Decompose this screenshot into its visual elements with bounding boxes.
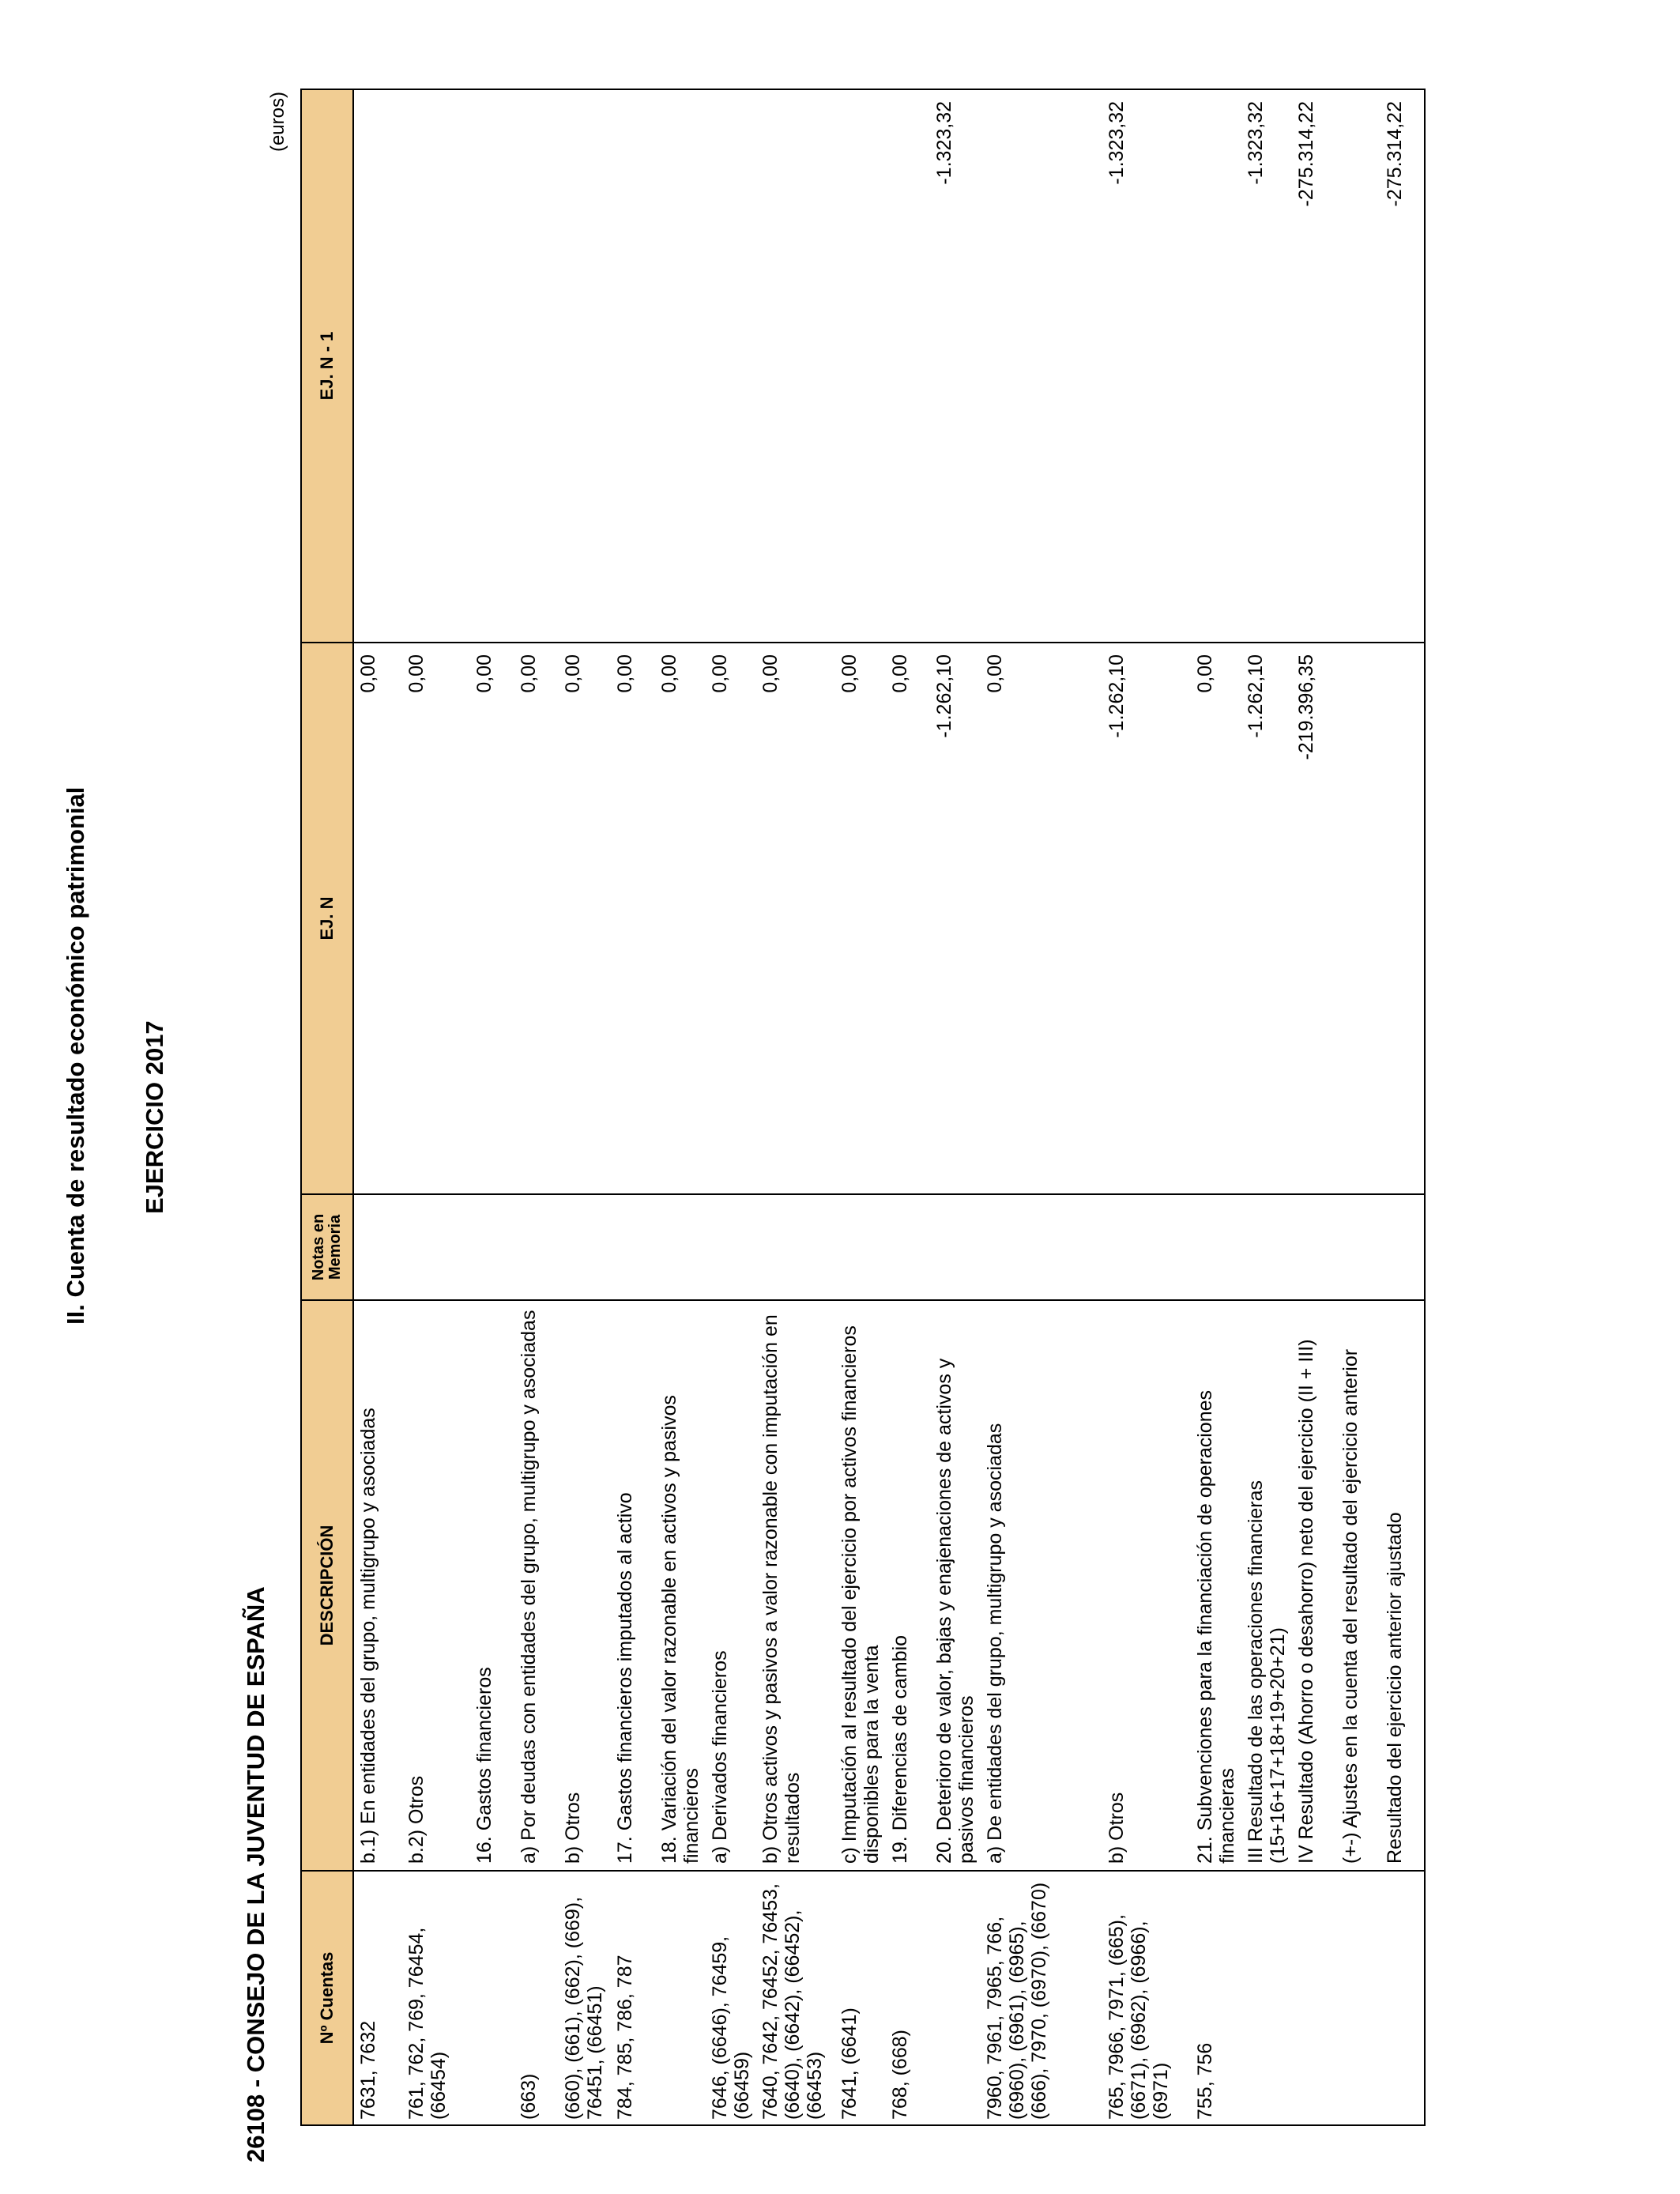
- cell-descripcion: a) Derivados financieros: [706, 1300, 756, 1871]
- cell-ej-n1: -1.323,32: [1241, 89, 1292, 643]
- table-row: [655, 89, 706, 2125]
- cell-descripcion: III Resultado de las operaciones financieras (15+16+17+18+19+20+21): [1241, 1300, 1292, 1871]
- cell-descripcion: 20. Deterioro de valor, bajas y enajenaciones de activos y pasivos financieros: [930, 1300, 981, 1871]
- cell-ej-n1: [655, 89, 706, 643]
- cell-cuentas: 7646, (6646), 76459, (66459): [706, 1871, 756, 2125]
- cell-notas: [402, 1194, 470, 1300]
- cell-ej-n: -1.262,10: [1102, 643, 1191, 1194]
- cell-descripcion: (+-) Ajustes en la cuenta del resultado del ejercicio anterior: [1336, 1300, 1381, 1871]
- table-row: [1241, 89, 1292, 2125]
- cell-cuentas: 7640, 7642, 76452, 76453, (6640), (6642), (66452), (66453): [756, 1871, 835, 2125]
- cell-descripcion: 16. Gastos financieros: [470, 1300, 514, 1871]
- cell-ej-n: -1.262,10: [930, 643, 981, 1194]
- cell-ej-n: [1381, 643, 1425, 1194]
- cell-ej-n1: [756, 89, 835, 643]
- table-row: [1336, 89, 1381, 2125]
- cell-cuentas: 761, 762, 769, 76454, (66454): [402, 1871, 470, 2125]
- col-header-ej-n: EJ. N: [301, 643, 353, 1194]
- table-row: [559, 89, 611, 2125]
- cell-ej-n1: [886, 89, 930, 643]
- cell-descripcion: a) De entidades del grupo, multigrupo y asociadas: [981, 1300, 1102, 1871]
- cell-ej-n: 0,00: [835, 643, 886, 1194]
- cell-ej-n1: -1.323,32: [1102, 89, 1191, 643]
- cell-ej-n: 0,00: [353, 643, 402, 1194]
- cell-ej-n1: [706, 89, 756, 643]
- cell-ej-n: 0,00: [981, 643, 1102, 1194]
- cell-cuentas: 755, 756: [1191, 1871, 1241, 2125]
- cell-descripcion: b) Otros: [559, 1300, 611, 1871]
- cell-descripcion: 19. Diferencias de cambio: [886, 1300, 930, 1871]
- cell-ej-n1: -275.314,22: [1292, 89, 1336, 643]
- cell-notas: [1102, 1194, 1191, 1300]
- cell-cuentas: 7960, 7961, 7965, 766, (6960), (6961), (6965), (666), 7970, (6970), (6670): [981, 1871, 1102, 2125]
- cell-cuentas: 768, (668): [886, 1871, 930, 2125]
- cell-notas: [514, 1194, 559, 1300]
- cell-cuentas: 7641, (6641): [835, 1871, 886, 2125]
- table-row: [1292, 89, 1336, 2125]
- cell-cuentas: [1292, 1871, 1336, 2125]
- cell-cuentas: [1241, 1871, 1292, 2125]
- table-row: [886, 89, 930, 2125]
- cell-descripcion: b.2) Otros: [402, 1300, 470, 1871]
- cell-notas: [1336, 1194, 1381, 1300]
- cell-ej-n1: -1.323,32: [930, 89, 981, 643]
- table-row: [611, 89, 655, 2125]
- table-row: [1102, 89, 1191, 2125]
- cell-notas: [655, 1194, 706, 1300]
- cell-notas: [353, 1194, 402, 1300]
- cell-ej-n1: [981, 89, 1102, 643]
- col-header-ej-n1: EJ. N - 1: [301, 89, 353, 643]
- cell-notas: [981, 1194, 1102, 1300]
- cell-ej-n1: [470, 89, 514, 643]
- cell-ej-n: 0,00: [402, 643, 470, 1194]
- cell-notas: [756, 1194, 835, 1300]
- cell-ej-n1: [1191, 89, 1241, 643]
- cell-notas: [1241, 1194, 1292, 1300]
- units-label: (euros): [267, 92, 288, 153]
- cell-descripcion: c) Imputación al resultado del ejercicio por activos financieros disponibles para la venta: [835, 1300, 886, 1871]
- cell-ej-n: [1336, 643, 1381, 1194]
- cell-ej-n: 0,00: [886, 643, 930, 1194]
- page-title: II. Cuenta de resultado económico patrimonial: [62, 786, 89, 1325]
- col-header-cuentas: Nº Cuentas: [301, 1871, 353, 2125]
- entity-title: 26108 - CONSEJO DE LA JUVENTUD DE ESPAÑA: [242, 1586, 269, 2162]
- cell-notas: [611, 1194, 655, 1300]
- cell-descripcion: 21. Subvenciones para la financiación de operaciones financieras: [1191, 1300, 1241, 1871]
- cell-descripcion: b) Otros activos y pasivos a valor razonable con imputación en resultados: [756, 1300, 835, 1871]
- cell-ej-n1: [514, 89, 559, 643]
- cell-ej-n: -1.262,10: [1241, 643, 1292, 1194]
- cell-notas: [1381, 1194, 1425, 1300]
- cell-ej-n1: [835, 89, 886, 643]
- table-row: [981, 89, 1102, 2125]
- cell-notas: [559, 1194, 611, 1300]
- cell-notas: [470, 1194, 514, 1300]
- cell-ej-n1: [1336, 89, 1381, 643]
- table-row: [514, 89, 559, 2125]
- table-row: [930, 89, 981, 2125]
- cell-notas: [835, 1194, 886, 1300]
- table-header-row: [301, 89, 353, 2125]
- cell-descripcion: b.1) En entidades del grupo, multigrupo y asociadas: [353, 1300, 402, 1871]
- cell-descripcion: IV Resultado (Ahorro o desahorro) neto del ejercicio (II + III): [1292, 1300, 1336, 1871]
- cell-cuentas: [1336, 1871, 1381, 2125]
- cell-cuentas: [1381, 1871, 1425, 2125]
- cell-cuentas: [930, 1871, 981, 2125]
- cell-descripcion: b) Otros: [1102, 1300, 1191, 1871]
- cell-ej-n: -219.396,35: [1292, 643, 1336, 1194]
- cell-ej-n: 0,00: [706, 643, 756, 1194]
- cell-cuentas: (663): [514, 1871, 559, 2125]
- cell-descripcion: 18. Variación del valor razonable en activos y pasivos financieros: [655, 1300, 706, 1871]
- cell-cuentas: [470, 1871, 514, 2125]
- col-header-notas: Notas en Memoria: [301, 1194, 353, 1300]
- cell-ej-n: 0,00: [756, 643, 835, 1194]
- cell-notas: [1292, 1194, 1336, 1300]
- cell-ej-n: 0,00: [514, 643, 559, 1194]
- table-row: [402, 89, 470, 2125]
- cell-ej-n: 0,00: [611, 643, 655, 1194]
- fiscal-year-title: EJERCICIO 2017: [141, 1020, 168, 1214]
- cell-ej-n1: [611, 89, 655, 643]
- cell-descripcion: a) Por deudas con entidades del grupo, multigrupo y asociadas: [514, 1300, 559, 1871]
- table-row: [706, 89, 756, 2125]
- table-row: [1191, 89, 1241, 2125]
- cell-notas: [706, 1194, 756, 1300]
- cell-notas: [1191, 1194, 1241, 1300]
- cell-cuentas: [655, 1871, 706, 2125]
- col-header-descripcion: DESCRIPCIÓN: [301, 1300, 353, 1871]
- cell-cuentas: (660), (661), (662), (669), 76451, (66451): [559, 1871, 611, 2125]
- cell-notas: [930, 1194, 981, 1300]
- cell-descripcion: 17. Gastos financieros imputados al activo: [611, 1300, 655, 1871]
- cell-ej-n1: -275.314,22: [1381, 89, 1425, 643]
- cell-ej-n1: [402, 89, 470, 643]
- table-row: [1381, 89, 1425, 2125]
- cell-ej-n: 0,00: [470, 643, 514, 1194]
- cell-notas: [886, 1194, 930, 1300]
- cell-ej-n: 0,00: [655, 643, 706, 1194]
- cell-descripcion: Resultado del ejercicio anterior ajustado: [1381, 1300, 1425, 1871]
- table-row: [835, 89, 886, 2125]
- cell-cuentas: 784, 785, 786, 787: [611, 1871, 655, 2125]
- results-table: [300, 89, 1426, 2126]
- cell-ej-n: 0,00: [559, 643, 611, 1194]
- cell-cuentas: 7631, 7632: [353, 1871, 402, 2125]
- table-row: [756, 89, 835, 2125]
- cell-ej-n1: [353, 89, 402, 643]
- cell-cuentas: 765, 7966, 7971, (665), (6671), (6962), (6966), (6971): [1102, 1871, 1191, 2125]
- cell-ej-n1: [559, 89, 611, 643]
- table-row: [353, 89, 402, 2125]
- table-row: [470, 89, 514, 2125]
- cell-ej-n: 0,00: [1191, 643, 1241, 1194]
